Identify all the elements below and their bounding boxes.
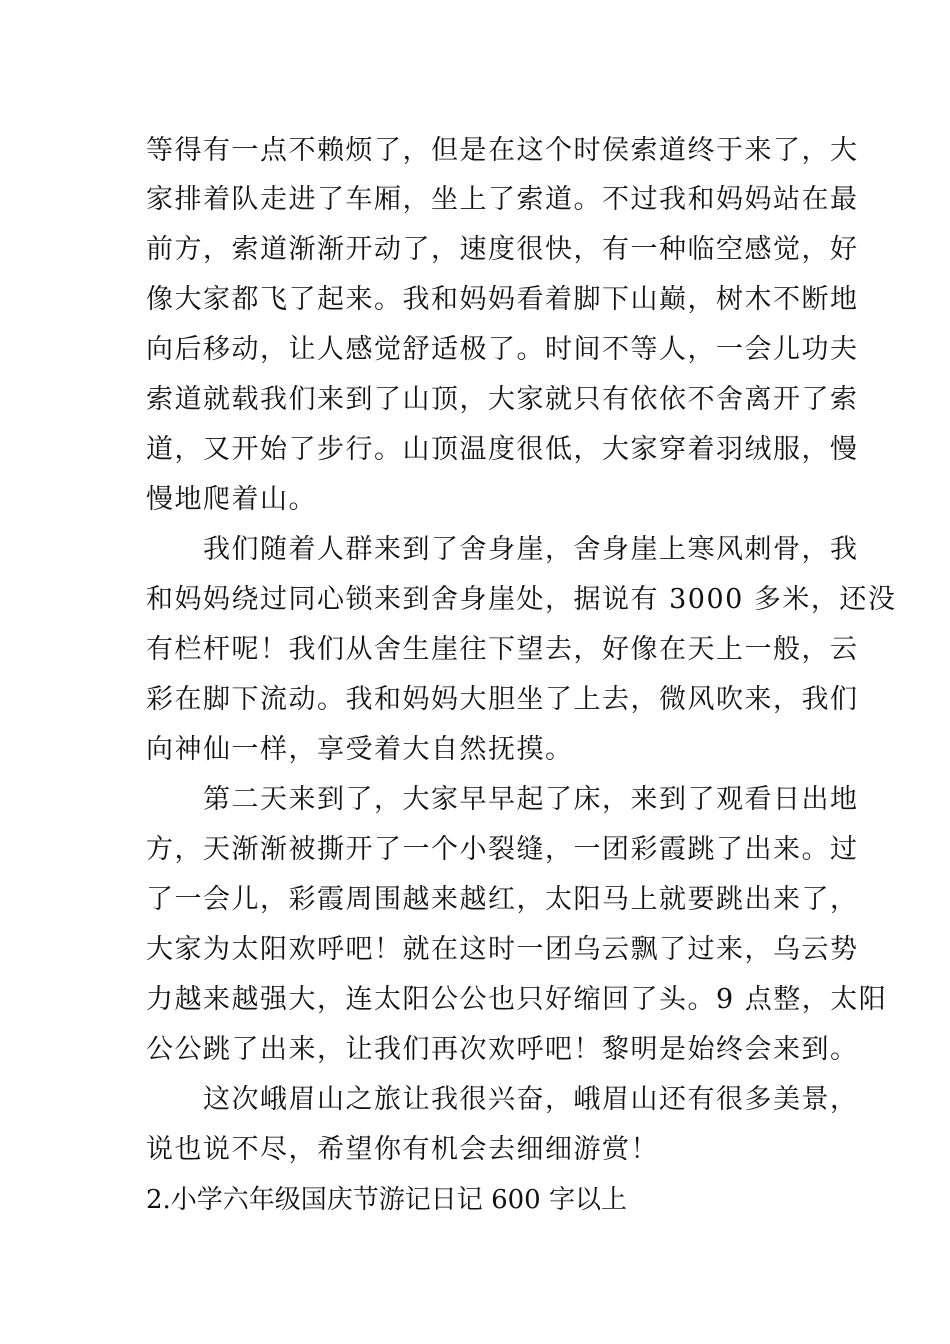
section-heading: 2.小学六年级国庆节游记日记 600 字以上 xyxy=(146,1185,627,1215)
text-line: 慢地爬着山。 xyxy=(146,484,317,515)
text-line: 和妈妈绕过同心锁来到舍身崖处，据说有 3000 多米，还没 xyxy=(146,584,897,615)
text-line: 了一会儿，彩霞周围越来越红，太阳马上就要跳出来了， xyxy=(146,884,859,915)
text-line: 像大家都飞了起来。我和妈妈看着脚下山巅，树木不断地 xyxy=(146,284,859,315)
text-line: 说也说不尽，希望你有机会去细细游赏！ xyxy=(146,1134,659,1165)
text-line: 向神仙一样，享受着大自然抚摸。 xyxy=(146,734,574,765)
text-line: 这次峨眉山之旅让我很兴奋，峨眉山还有很多美景， xyxy=(146,1084,859,1115)
text-line: 大家为太阳欢呼吧！就在这时一团乌云飘了过来，乌云势 xyxy=(146,934,859,965)
text-line: 有栏杆呢！我们从舍生崖往下望去，好像在天上一般，云 xyxy=(146,634,859,665)
text-line: 力越来越强大，连太阳公公也只好缩回了头。9 点整，太阳 xyxy=(146,984,888,1015)
text-line: 第二天来到了，大家早早起了床，来到了观看日出地 xyxy=(146,784,859,815)
text-line: 彩在脚下流动。我和妈妈大胆坐了上去，微风吹来，我们 xyxy=(146,684,859,715)
text-line: 方，天渐渐被撕开了一个小裂缝，一团彩霞跳了出来。过 xyxy=(146,834,859,865)
text-line: 公公跳了出来，让我们再次欢呼吧！黎明是始终会来到。 xyxy=(146,1034,859,1065)
text-line: 向后移动，让人感觉舒适极了。时间不等人，一会儿功夫 xyxy=(146,334,859,365)
text-line: 索道就载我们来到了山顶，大家就只有依依不舍离开了索 xyxy=(146,384,859,415)
text-line: 道，又开始了步行。山顶温度很低，大家穿着羽绒服，慢 xyxy=(146,434,859,465)
text-line: 前方，索道渐渐开动了，速度很快，有一种临空感觉，好 xyxy=(146,234,859,265)
text-line: 家排着队走进了车厢，坐上了索道。不过我和妈妈站在最 xyxy=(146,184,859,215)
text-line: 等得有一点不赖烦了，但是在这个时侯索道终于来了，大 xyxy=(146,135,859,166)
text-line: 我们随着人群来到了舍身崖，舍身崖上寒风刺骨，我 xyxy=(146,534,859,565)
